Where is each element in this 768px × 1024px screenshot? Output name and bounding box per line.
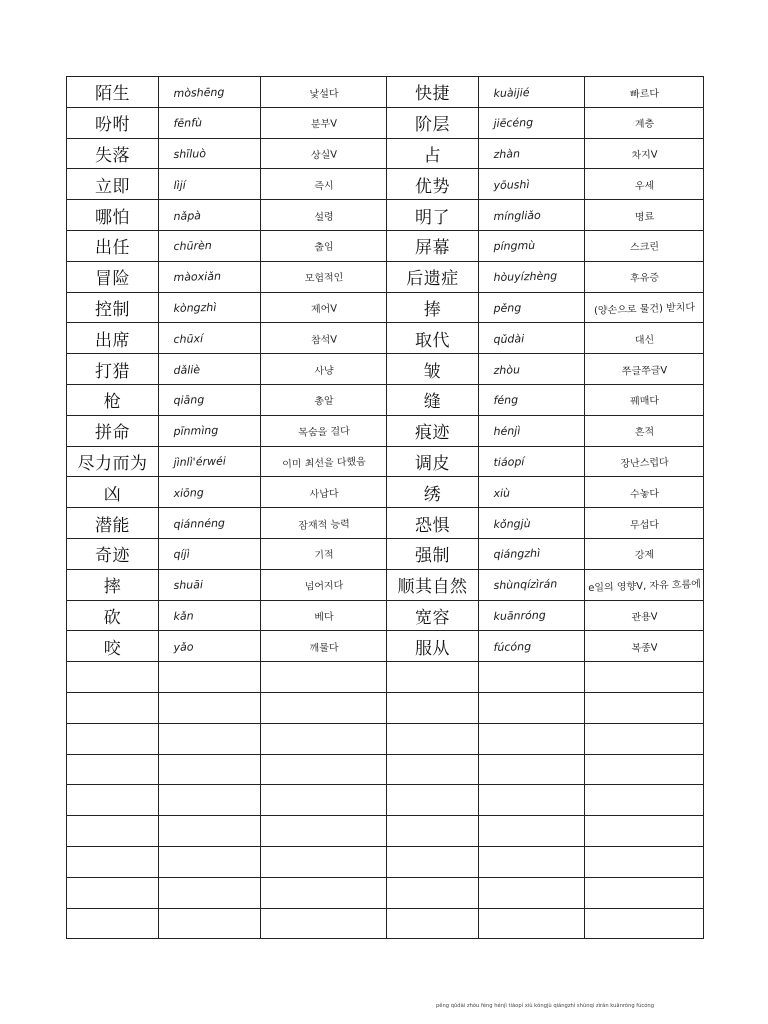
empty-cell <box>387 723 479 754</box>
table-row <box>67 354 704 385</box>
right-korean-meaning: 흔적 <box>584 413 704 448</box>
left-pinyin: dǎliè <box>158 352 261 385</box>
right-pinyin: tiáopí <box>478 445 585 479</box>
left-pinyin: kòngzhì <box>158 291 261 324</box>
footer-note: pěng qǔdài zhòu féng hénjì tiáopí xiù kǒngjù qiángzhì shùnqí zìrán kuānróng fúcóng <box>436 1003 655 1009</box>
empty-cell <box>479 816 585 847</box>
empty-cell <box>387 877 479 908</box>
right-pinyin: píngmù <box>478 229 585 263</box>
right-korean-meaning: 계층 <box>584 105 704 140</box>
empty-table-row <box>67 662 704 693</box>
empty-cell <box>261 846 387 877</box>
right-korean-meaning: e일의 영향V, 자유 흐름에 <box>584 567 704 602</box>
empty-cell <box>67 723 159 754</box>
left-chinese-word: 控制 <box>67 292 159 323</box>
right-pinyin: kuānróng <box>478 599 585 633</box>
right-korean-meaning: 빠르다 <box>584 74 704 109</box>
empty-cell <box>387 846 479 877</box>
left-pinyin: kǎn <box>158 599 261 632</box>
right-korean-meaning: 관용V <box>584 598 704 633</box>
empty-cell <box>67 662 159 693</box>
left-chinese-word: 尽力而为 <box>67 446 159 477</box>
empty-cell <box>159 692 261 723</box>
right-korean-meaning: 대신 <box>584 321 704 356</box>
empty-cell <box>67 908 159 939</box>
empty-table-row <box>67 692 704 723</box>
left-korean-meaning: 사납다 <box>260 475 387 510</box>
table-row <box>67 631 704 662</box>
empty-cell <box>67 754 159 785</box>
left-pinyin: shuāi <box>158 568 261 601</box>
right-pinyin: zhàn <box>478 137 585 171</box>
right-pinyin: fúcóng <box>478 629 585 663</box>
empty-cell <box>585 816 704 847</box>
right-pinyin: hòuyízhèng <box>478 260 585 294</box>
empty-table-row <box>67 877 704 908</box>
left-pinyin: shīluò <box>158 137 261 170</box>
empty-table-row <box>67 846 704 877</box>
left-korean-meaning: 사냥 <box>260 351 387 386</box>
left-pinyin: qíjì <box>158 537 261 570</box>
empty-cell <box>159 723 261 754</box>
right-chinese-word: 取代 <box>387 323 479 354</box>
left-korean-meaning: 즉시 <box>260 167 387 202</box>
table-row <box>67 477 704 508</box>
empty-cell <box>159 785 261 816</box>
right-chinese-word: 占 <box>387 138 479 169</box>
empty-cell <box>479 692 585 723</box>
empty-table-row <box>67 908 704 939</box>
right-pinyin: féng <box>478 383 585 417</box>
right-korean-meaning: 우세 <box>584 167 704 202</box>
empty-cell <box>585 723 704 754</box>
empty-cell <box>479 877 585 908</box>
table-row <box>67 292 704 323</box>
left-pinyin: qiāng <box>158 383 261 416</box>
empty-cell <box>585 692 704 723</box>
empty-cell <box>261 662 387 693</box>
right-korean-meaning: 수놓다 <box>584 475 704 510</box>
right-korean-meaning: 복종V <box>584 629 704 664</box>
right-chinese-word: 后遗症 <box>387 261 479 292</box>
left-pinyin: fēnfù <box>158 106 261 139</box>
left-korean-meaning: 상실V <box>260 136 387 171</box>
empty-cell <box>585 662 704 693</box>
right-pinyin: kǒngjù <box>478 506 585 540</box>
right-chinese-word: 屏幕 <box>387 230 479 261</box>
empty-cell <box>479 846 585 877</box>
empty-cell <box>387 816 479 847</box>
empty-cell <box>479 723 585 754</box>
left-chinese-word: 凶 <box>67 477 159 508</box>
right-korean-meaning: 강제 <box>584 536 704 571</box>
empty-cell <box>585 754 704 785</box>
right-pinyin: kuàijié <box>478 75 585 109</box>
right-korean-meaning: (양손으로 물건) 받치다 <box>584 290 704 325</box>
right-korean-meaning: 장난스럽다 <box>584 444 704 479</box>
left-pinyin: chūxí <box>158 322 261 355</box>
right-korean-meaning: 후유증 <box>584 259 704 294</box>
left-pinyin: chūrèn <box>158 229 261 262</box>
right-chinese-word: 阶层 <box>387 107 479 138</box>
empty-cell <box>261 692 387 723</box>
right-korean-meaning: 무섭다 <box>584 506 704 541</box>
table-row <box>67 446 704 477</box>
empty-table-row <box>67 816 704 847</box>
right-pinyin: shùnqízìrán <box>478 568 585 602</box>
left-pinyin: màoxiǎn <box>158 260 261 293</box>
table-row <box>67 538 704 569</box>
left-pinyin: qiánnéng <box>158 506 261 539</box>
empty-cell <box>261 816 387 847</box>
empty-cell <box>159 662 261 693</box>
left-chinese-word: 摔 <box>67 569 159 600</box>
table-row <box>67 508 704 539</box>
left-pinyin: pīnmìng <box>158 414 261 447</box>
right-chinese-word: 宽容 <box>387 600 479 631</box>
empty-cell <box>67 816 159 847</box>
left-korean-meaning: 출임 <box>260 228 387 263</box>
right-pinyin: qǔdài <box>478 321 585 355</box>
left-korean-meaning: 깨물다 <box>260 629 387 664</box>
right-chinese-word: 强制 <box>387 538 479 569</box>
left-pinyin: xiōng <box>158 476 261 509</box>
right-pinyin: yōushì <box>478 168 585 202</box>
left-chinese-word: 砍 <box>67 600 159 631</box>
empty-cell <box>67 785 159 816</box>
left-pinyin: jìnlì'érwéi <box>158 445 261 478</box>
left-chinese-word: 出席 <box>67 323 159 354</box>
empty-cell <box>67 846 159 877</box>
right-pinyin: pěng <box>478 291 585 325</box>
left-chinese-word: 拼命 <box>67 415 159 446</box>
table-row <box>67 261 704 292</box>
empty-cell <box>387 662 479 693</box>
right-chinese-word: 快捷 <box>387 77 479 108</box>
empty-table-row <box>67 785 704 816</box>
right-korean-meaning: 꿰매다 <box>584 382 704 417</box>
table-row <box>67 230 704 261</box>
left-pinyin: yǎo <box>158 630 261 663</box>
left-chinese-word: 奇迹 <box>67 538 159 569</box>
empty-cell <box>159 877 261 908</box>
empty-cell <box>479 908 585 939</box>
right-chinese-word: 恐惧 <box>387 508 479 539</box>
empty-cell <box>585 877 704 908</box>
right-chinese-word: 调皮 <box>387 446 479 477</box>
table-row <box>67 323 704 354</box>
right-korean-meaning: 스크린 <box>584 228 704 263</box>
table-row <box>67 77 704 108</box>
vocabulary-table <box>66 76 704 939</box>
left-korean-meaning: 설령 <box>260 197 387 232</box>
left-korean-meaning: 목숨을 걸다 <box>260 413 387 448</box>
left-chinese-word: 吩咐 <box>67 107 159 138</box>
left-korean-meaning: 참석V <box>260 321 387 356</box>
empty-cell <box>387 754 479 785</box>
empty-cell <box>261 908 387 939</box>
left-chinese-word: 潜能 <box>67 508 159 539</box>
empty-cell <box>585 846 704 877</box>
empty-cell <box>585 908 704 939</box>
right-chinese-word: 痕迹 <box>387 415 479 446</box>
left-korean-meaning: 분부V <box>260 105 387 140</box>
left-chinese-word: 打猎 <box>67 354 159 385</box>
left-pinyin: mòshēng <box>158 75 261 108</box>
table-row <box>67 600 704 631</box>
empty-cell <box>479 662 585 693</box>
empty-cell <box>261 877 387 908</box>
left-korean-meaning: 모험적인 <box>260 259 387 294</box>
left-korean-meaning: 낯설다 <box>260 74 387 109</box>
table-row <box>67 384 704 415</box>
right-chinese-word: 顺其自然 <box>387 569 479 600</box>
empty-cell <box>261 754 387 785</box>
empty-cell <box>67 877 159 908</box>
left-chinese-word: 冒险 <box>67 261 159 292</box>
right-pinyin: jiēcéng <box>478 106 585 140</box>
empty-cell <box>387 908 479 939</box>
left-chinese-word: 出任 <box>67 230 159 261</box>
left-pinyin: lìjí <box>158 168 261 201</box>
left-korean-meaning: 베다 <box>260 598 387 633</box>
empty-cell <box>479 754 585 785</box>
empty-cell <box>159 846 261 877</box>
right-korean-meaning: 쭈글쭈글V <box>584 352 704 387</box>
left-chinese-word: 枪 <box>67 384 159 415</box>
table-row <box>67 569 704 600</box>
table-row <box>67 138 704 169</box>
table-row <box>67 169 704 200</box>
left-korean-meaning: 넘어지다 <box>260 567 387 602</box>
left-pinyin: nǎpà <box>158 198 261 231</box>
vocabulary-table-body <box>67 77 704 939</box>
empty-cell <box>387 785 479 816</box>
right-chinese-word: 缝 <box>387 384 479 415</box>
table-row <box>67 200 704 231</box>
empty-cell <box>67 692 159 723</box>
right-chinese-word: 皱 <box>387 354 479 385</box>
right-pinyin: xiù <box>478 475 585 509</box>
right-pinyin: hénjì <box>478 414 585 448</box>
right-pinyin: qiángzhì <box>478 537 585 571</box>
right-chinese-word: 捧 <box>387 292 479 323</box>
left-chinese-word: 陌生 <box>67 77 159 108</box>
left-korean-meaning: 제어V <box>260 290 387 325</box>
right-pinyin: zhòu <box>478 352 585 386</box>
left-korean-meaning: 기적 <box>260 536 387 571</box>
empty-cell <box>585 785 704 816</box>
table-row <box>67 107 704 138</box>
empty-cell <box>387 692 479 723</box>
empty-table-row <box>67 723 704 754</box>
right-chinese-word: 绣 <box>387 477 479 508</box>
table-row <box>67 415 704 446</box>
left-korean-meaning: 이미 최선을 다했음 <box>260 444 387 479</box>
empty-cell <box>261 723 387 754</box>
right-korean-meaning: 차지V <box>584 136 704 171</box>
right-pinyin: míngliǎo <box>478 198 585 232</box>
left-chinese-word: 哪怕 <box>67 200 159 231</box>
left-chinese-word: 失落 <box>67 138 159 169</box>
right-chinese-word: 服从 <box>387 631 479 662</box>
empty-cell <box>159 754 261 785</box>
right-chinese-word: 明了 <box>387 200 479 231</box>
right-korean-meaning: 명료 <box>584 198 704 233</box>
empty-cell <box>159 816 261 847</box>
empty-table-row <box>67 754 704 785</box>
left-chinese-word: 咬 <box>67 631 159 662</box>
left-chinese-word: 立即 <box>67 169 159 200</box>
empty-cell <box>261 785 387 816</box>
left-korean-meaning: 총알 <box>260 382 387 417</box>
empty-cell <box>159 908 261 939</box>
empty-cell <box>479 785 585 816</box>
left-korean-meaning: 잠재적 능력 <box>260 505 387 540</box>
right-chinese-word: 优势 <box>387 169 479 200</box>
